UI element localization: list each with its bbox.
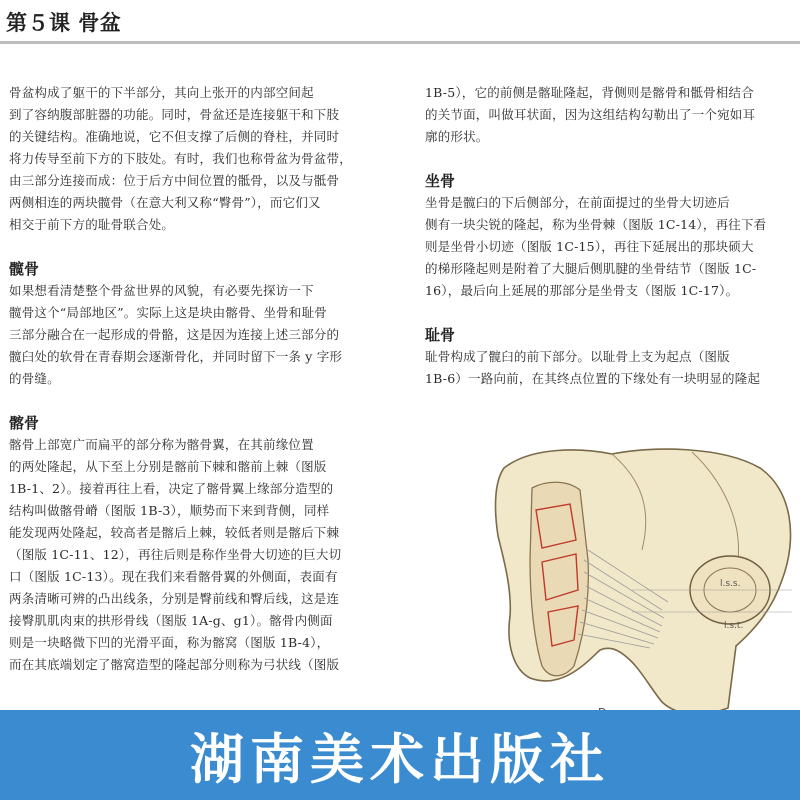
section-heading-pubis: 耻骨: [425, 326, 456, 344]
text-line: 的骨缝。: [9, 371, 60, 386]
ilium-paragraph: [9, 434, 404, 676]
figure-label: l.s.t.: [724, 621, 744, 631]
left-column: [9, 82, 404, 676]
section-heading-ilium: 髂骨: [9, 414, 40, 432]
text-line: 的梯形隆起则是附着了大腿后侧肌腱的坐骨结节（图版 1C-: [425, 261, 757, 276]
continuation-paragraph: [425, 82, 800, 148]
intro-paragraph: [9, 82, 404, 236]
text-line: 1B-1、2）。接着再往上看，决定了髂骨翼上缘部分造型的: [9, 481, 334, 496]
text-line: 两侧相连的两块髋骨（在意大利又称“臀骨”），而它们又: [9, 195, 321, 210]
text-line: 髂骨上部宽广而扁平的部分称为髂骨翼，在其前缘位置: [9, 437, 314, 452]
text-line: 结构叫做髂骨嵴（图版 1B-3），顺势而下来到背侧，同样: [9, 503, 330, 518]
text-line: 髋臼处的软骨在青春期会逐渐骨化，并同时留下一条 y 字形: [9, 349, 343, 364]
text-line: 侧有一块尖锐的隆起，称为坐骨棘（图版 1C-14），再往下看: [425, 217, 767, 232]
text-line: 髋骨这个“局部地区”。实际上这是块由髂骨、坐骨和耻骨: [9, 305, 327, 320]
text-line: 将力传导至前下方的下肢处。有时，我们也称骨盆为骨盆带，: [9, 151, 352, 166]
header-divider: [0, 41, 800, 44]
text-line: 的关键结构。准确地说，它不但支撑了后侧的脊柱，并同时: [9, 129, 340, 144]
text-line: 16），最后向上延展的那部分是坐骨支（图版 1C-17）。: [425, 283, 739, 298]
pelvis-drawing: [492, 440, 800, 720]
right-column: [425, 82, 800, 390]
hip-paragraph: [9, 280, 404, 390]
text-line: 的关节面，叫做耳状面，因为这组结构勾勒出了一个宛如耳: [425, 107, 756, 122]
text-line: 则是坐骨小切迹（图版 1C-15），再往下延展出的那块硕大: [425, 239, 754, 254]
text-line: 三部分融合在一起形成的骨骼，这是因为连接上述三部分的: [9, 327, 340, 342]
sacrum-shape: [530, 482, 588, 676]
text-line: 接臀肌肌肉束的拱形骨线（图版 1A-g、g1）。髂骨内侧面: [9, 613, 333, 628]
section-heading-ischium: 坐骨: [425, 172, 456, 190]
text-line: 1B-6）一路向前，在其终点位置的下缘处有一块明显的隆起: [425, 371, 761, 386]
publisher-banner: [0, 710, 800, 800]
text-line: （图版 1C-11、12），再往后则是称作坐骨大切迹的巨大切: [9, 547, 342, 562]
text-line: 口（图版 1C-13）。现在我们来看髂骨翼的外侧面，表面有: [9, 569, 338, 584]
pelvis-illustration: [492, 440, 800, 720]
lesson-title: 第５课 骨盆: [6, 11, 122, 35]
ischium-paragraph: [425, 192, 800, 302]
text-line: 廓的形状。: [425, 129, 489, 144]
text-line: 能发现两处隆起，较高者是髂后上棘，较低者则是髂后下棘: [9, 525, 340, 540]
section-heading-hip: 髋骨: [9, 260, 40, 278]
text-line: 耻骨构成了髋臼的前下部分。以耻骨上支为起点（图版: [425, 349, 730, 364]
text-line: 骨盆构成了躯干的下半部分，其向上张开的内部空间起: [9, 85, 314, 100]
text-line: 到了容纳腹部脏器的功能。同时，骨盆还是连接躯干和下肢: [9, 107, 340, 122]
publisher-name: 湖南美术出版社: [190, 727, 610, 791]
text-line: 则是一块略微下凹的光滑平面，称为髂窝（图版 1B-4），: [9, 635, 330, 650]
text-line: 而在其底端划定了髂窝造型的隆起部分则称为弓状线（图版: [9, 657, 340, 672]
pubis-paragraph: [425, 346, 800, 390]
text-line: 1B-5），它的前侧是髂耻隆起，背侧则是髂骨和骶骨相结合: [425, 85, 754, 100]
text-line: 两条清晰可辨的凸出线条，分别是臀前线和臀后线，这是连: [9, 591, 340, 606]
text-line: 坐骨是髋臼的下后侧部分，在前面提过的坐骨大切迹后: [425, 195, 730, 210]
text-line: 如果想看清楚整个骨盆世界的风貌，有必要先探访一下: [9, 283, 314, 298]
figure-label: l.s.s.: [720, 579, 741, 589]
text-line: 相交于前下方的耻骨联合处。: [9, 217, 175, 232]
text-line: 由三部分连接而成：位于后方中间位置的骶骨，以及与骶骨: [9, 173, 340, 188]
text-line: 的两处隆起，从下至上分别是髂前下棘和髂前上棘（图版: [9, 459, 327, 474]
